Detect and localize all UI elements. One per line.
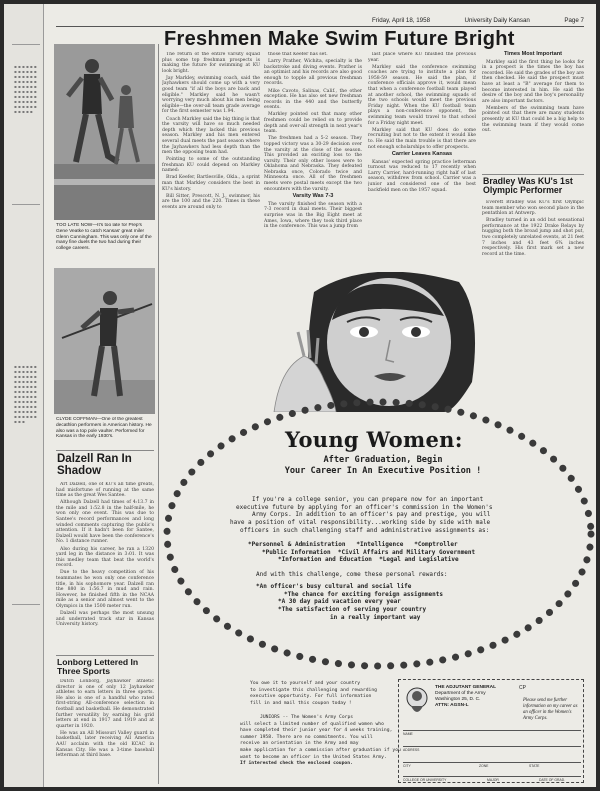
coupon-field-major[interactable]: MAJOR: [487, 778, 499, 782]
ad-rewards: *An officer's busy cultural and social life *The chance for exciting foreign assignments *A 30 day paid vacation every year *The satisfaction of serving your country in a really important way: [256, 583, 443, 621]
swim-story-col-1: The return of the entire varsity squad plus some top freshman prospects is making the future for swimming at KU look bright. Jay Markley, swimming coach, said the Jayhawkers should come up with a very good team "if all the boys are back and eligible." Markley said he wasn't worrying very much about his men being eligible—the over-all team grade average for the first semester was 1.94. Coach Markley said the big thing is that the varsity will have so much needed depth which they lacked this previous season. Markley and his men entered several dual meets the past season where the Jayhawkers had less depth than the men the opposing team had. Pointing to some of the outstanding freshman KU could depend on Markley named: Brad Keefer, Bartlesville, Okla., a sprint man that Markley considers the best in KU's history. Bill Sitter, Prescott, N. J., swimmer, his are the 100 and the 220. Times in these events are around only to: [162, 52, 260, 210]
ad-fine-print-1: You owe it to yourself and your country to investigate this challenging and rewarding executive opportunity. For full information fill in and mail this coupon today !: [250, 681, 377, 706]
dalzell-story: Art Dalzell, one of KU's all time greats, had misfortune of running at the same time as the great Wes Santee. Although Dalzell had times of 4:13.7 in the mile and 1:52.8 in the half-mile, he won only one event. This was due to Santee's record performances and long winded comments capturing the public's attention. If it hadn't been for Santee, Dalzell would have been the conference's No. 1 distance runner. Also during his career, he ran a 1320 yard leg in the distance in 3:01. It was this medley team that beat the world's record. Due to the heavy competition of his teammates he won only one conference title, in his sophomore year. Dalzell ran the 880 in 1:56.7 in mud and rain. However, he finished fifth in the NCAA mile as a senior and almost went to the Olympics in the 1500 meter run. Dalzell was perhaps the most unsung and underrated track star in Kansas University history.: [56, 482, 154, 628]
times-subheading: Times Most Important: [503, 51, 563, 57]
coupon-field-address[interactable]: ADDRESS: [403, 748, 420, 752]
dalzell-headline: Dalzell Ran In Shadow: [57, 453, 132, 478]
wac-emblem-icon: [402, 684, 432, 720]
coffman-photo: [54, 268, 155, 414]
coupon-field-name[interactable]: NAME: [403, 732, 413, 736]
coupon-field-state[interactable]: STATE: [529, 764, 540, 768]
swim-story-col-4: Times Most Important Markley said the first thing he looks for in a prospect is the times the boy has recorded. He said the grades of the boy are then checked. He said the prospect must have at least a "B" average for them to become interested in him. He said the desire of the boy and the boy's personality are also important factors. Members of the swimming team have pointed out that there are many students presently at KU that could be a big help to the swimming team if they would come out.: [482, 51, 584, 134]
previous-page-text: ▪ ▪ ▪ ▪ ▪ ▪ ▪ ▪ ▪ ▪ ▪ ▪ ▪ ▪ ▪ ▪ ▪ ▪ ▪ ▪ ▪ ▪ ▪ ▪ ▪ ▪ ▪ ▪ ▪ ▪ ▪ ▪ ▪ ▪ ▪ ▪ ▪ ▪ ▪ ▪ ▪ ▪ ▪ ▪ ▪ ▪ ▪ ▪ ▪ ▪ ▪ ▪ ▪ ▪ ▪ ▪ ▪ ▪ ▪: [14, 64, 37, 114]
ad-title: Young Women:: [285, 427, 463, 452]
ad-portrait: [254, 272, 484, 412]
ad-fine-print-2: JUNIORS -- The Women's Army Corps will select a limited number of qualified women who have completed their junior year for 4 weeks training, summer 1958. There are no commitments. You will receive an orientation in the Army and may make application for a commission after graduation if you want to become an officer in the United States Army. If interested check the enclosed coupon.: [240, 715, 401, 767]
runners-illustration: [54, 44, 155, 220]
lonborg-headline: Lonborg Lettered In Three Sports: [57, 657, 139, 677]
ad-assignments: *Personnel & Administration *Intelligence *Comptroller *Public Information *Civil Affairs and Military Government *Information and Education *Legal and Legislative: [248, 541, 476, 564]
coffman-caption: CLYDE COFFMAN—One of the greatest decathlon performers in American history. He also was a top pole vaulter. Performed for Kansas in the early 1930's.: [56, 417, 152, 440]
coupon-field-grad-date[interactable]: DATE OF GRAD.: [539, 778, 566, 782]
swim-story-col-3: last place where KU finished the previous year. Markley said the conference swimming coaches are trying to institute a plan for 1958-59 season. He said the plan, if conference officials approve it, would mean that when a conference football team played at another school, the swimming squads of the two schools would meet the previous Friday night. When the KU football team plays a non-conference opponent, the swimming team would travel to that school for a Friday night meet. Markley said that KU does do some recruiting but not to the extent it would like to. He said the main trouble is that there are not enough scholarships to offer prospects. Carrier Leaves Kansas Kansas' expected spring practice letterman turnout was reduced to 17 recently when Larry Carrier, hard-running right half of last season, withdrew from school. Carrier was a junior and considered one of the best backfield men on the 1957 squad.: [368, 52, 476, 193]
cunningham-photo: [54, 44, 155, 220]
bradley-headline: Bradley Was KU's 1st Olympic Performer: [483, 176, 573, 196]
varsity-subheading: Varsity Was 7-3: [292, 193, 334, 200]
previous-page-edge: ▪ ▪ ▪ ▪ ▪ ▪ ▪ ▪ ▪ ▪ ▪ ▪ ▪ ▪ ▪ ▪ ▪ ▪ ▪ ▪ ▪ ▪ ▪ ▪ ▪ ▪ ▪ ▪ ▪ ▪ ▪ ▪ ▪ ▪ ▪ ▪ ▪ ▪ ▪ ▪ ▪ ▪ ▪ ▪ ▪ ▪ ▪ ▪ ▪ ▪ ▪ ▪ ▪ ▪ ▪ ▪ ▪ ▪ ▪ ▪ ▪ ▪ ▪ ▪ ▪ ▪ ▪ ▪ ▪ ▪ ▪ ▪ ▪ ▪ ▪ ▪ ▪ ▪ ▪ ▪ ▪ ▪ ▪ ▪ ▪ ▪ ▪ ▪ ▪ ▪ ▪ ▪ ▪ ▪ ▪ ▪ ▪ ▪ ▪ ▪ ▪ ▪ ▪ ▪ ▪ ▪ ▪ ▪ ▪ ▪ ▪ ▪ ▪ ▪ ▪ ▪ ▪ ▪ ▪ ▪ ▪ ▪ ▪ ▪ ▪ ▪ ▪ ▪: [4, 4, 44, 787]
carrier-subheading: Carrier Leaves Kansas: [391, 151, 453, 158]
ad-subtitle: After Graduation, Begin Your Career In An Executive Position !: [284, 455, 482, 476]
lonborg-story: Dutch Lonborg, Jayhawker athletic director is one of only 12 Jayhawker athletes to earn letters in three sports. He also is one of a handful who rated first-string All-conference selection in football and basketball. He demonstrated further versatility by earning his grid letters at end in 1917 and 1919 and at quarter in 1920. He was an All Missouri Valley guard in basketball, later receiving All America AAU acclaim with the old KCAC in Kansas City. He was a 3-time baseball letterman at third base.: [56, 679, 154, 759]
bradley-story: Everett Bradley was KU's first Olympic team member who won second place in the pentathlon at Antwerp. Bradley turned in an odd but sensational performance at the 1922 Drake Relays by hugging both the broad jump and shot put, two completely unrelated events, at 21 feet 7 inches and 43 feet 6¾ inches respectively. His first mark set a new record at the time.: [482, 200, 584, 257]
header-paper: University Daily Kansan: [464, 17, 530, 24]
ad-coupon[interactable]: [398, 679, 584, 783]
coupon-field-college[interactable]: COLLEGE OR UNIVERSITY: [403, 778, 447, 782]
coupon-address: THE ADJUTANT GENERAL Department of the Army Washington 25, D. C. ATTN: AGSN-L: [435, 685, 497, 708]
ad-intro: If you're a college senior, you can prepare now for an important executive future by applying for an officer's commission in the Women's Army Corps. In addition to an officer's pay and prestige, you will have a position of vital responsibility...working side by side with male officers in such challenging staff and administrative assignments as:: [230, 496, 493, 534]
swim-story-col-2: those that Keefer has set. Larry Prather, Wichita, specialty is the backstroke and diving events. Prather is an optimist and his records are also good enough to topple all previous freshman records. Mike Cavoto, Salinas, Calif., the other exception. He has also set new freshman records in the 440 and the butterfly events. Markley pointed out that many other freshmen could be relied on to provide depth and over-all strength in next year's team. The freshmen had a 5-2 season. They topped victory was a 30-29 decision over the varsity at the close of the season. This provided an exciting loss to the varsity. Their only other losses were to Oklahoma and Nebraska. They defeated Nebraska once, Colorado twice and Minnesota once. All of the freshmen meets were postal meets except the two encounters with the varsity. Varsity Was 7-3 The varsity finished the season with a 7-3 record in dual meets. Their biggest surprise was in the Big Eight meet at Ames, Iowa, where they took third place in the conference. This was a jump from: [264, 52, 362, 230]
coupon-field-zone[interactable]: ZONE: [479, 764, 489, 768]
javelin-thrower-illustration: [54, 268, 155, 414]
coupon-field-city[interactable]: CITY: [403, 764, 411, 768]
main-headline: Freshmen Make Swim Future Bright: [164, 28, 515, 50]
header-date: Friday, April 18, 1958: [372, 17, 431, 24]
newspaper-page: [4, 4, 596, 787]
page-header: [372, 17, 584, 24]
ad-rewards-intro: And with this challenge, come these personal rewards:: [256, 571, 448, 578]
header-page: Page 7: [564, 17, 584, 24]
coupon-cta: Please send me further information on my career as an officer in the Women's Army Corps.: [523, 698, 578, 721]
coupon-code: CP: [519, 685, 526, 691]
cunningham-caption: TOO LATE NOW—It's too late for Prep's Gene Veatke to catch Kansas' great miler Glenn Cunningham. This was only one of the many fine duels the two had during their college careers.: [56, 223, 152, 252]
woman-portrait-illustration: [254, 272, 484, 412]
